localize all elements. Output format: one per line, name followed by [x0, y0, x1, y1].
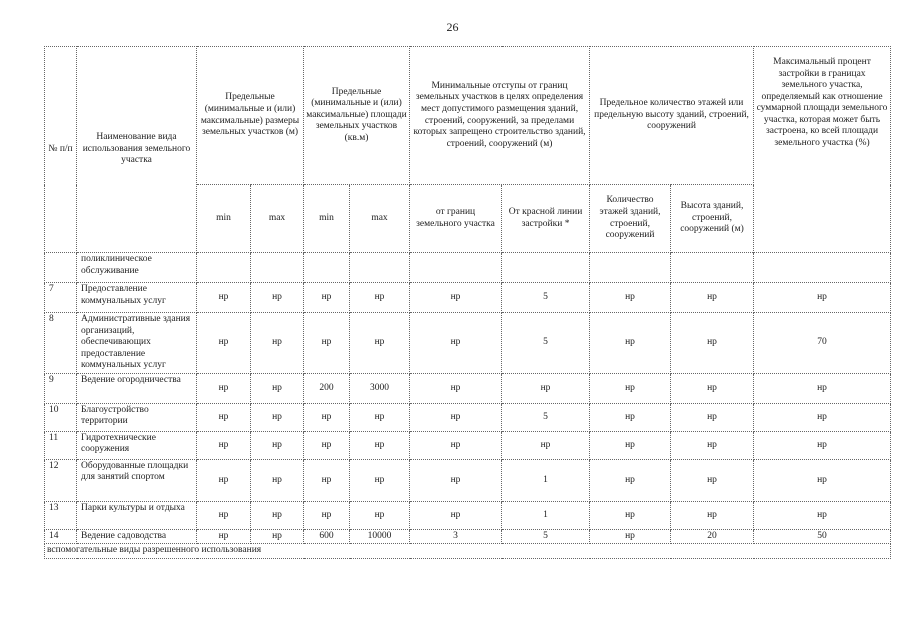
- row-use-name: поликлиническое обслуживание: [77, 253, 197, 283]
- row-value-cell: нр: [671, 431, 754, 459]
- row-value-cell: нр: [350, 431, 410, 459]
- table-row: [45, 529, 891, 544]
- row-value-cell: нр: [350, 501, 410, 529]
- row-number: 13: [45, 501, 77, 529]
- footer-label: вспомогательные виды разрешенного использования: [45, 544, 891, 559]
- header-height: Высота зданий, строений, сооружений (м): [671, 185, 754, 253]
- row-value-cell: нр: [410, 459, 502, 501]
- row-value-cell: нр: [754, 373, 891, 403]
- row-value-cell: нр: [350, 459, 410, 501]
- header-area: Предельные (минимальные и (или) максимальные) площади земельных участков (кв.м): [304, 47, 410, 185]
- row-number: 8: [45, 313, 77, 374]
- row-number: 9: [45, 373, 77, 403]
- row-value-cell: нр: [590, 403, 671, 431]
- row-value-cell: нр: [590, 501, 671, 529]
- row-value-cell: 70: [754, 313, 891, 374]
- row-value-cell: нр: [754, 403, 891, 431]
- row-number: 10: [45, 403, 77, 431]
- table-row: [45, 501, 891, 529]
- row-value-cell: нр: [304, 403, 350, 431]
- row-value-cell: [197, 253, 251, 283]
- row-value-cell: [671, 253, 754, 283]
- row-value-cell: нр: [671, 459, 754, 501]
- row-value-cell: 1: [502, 459, 590, 501]
- row-value-cell: нр: [197, 403, 251, 431]
- row-value-cell: нр: [304, 313, 350, 374]
- row-value-cell: 5: [502, 403, 590, 431]
- row-value-cell: нр: [590, 313, 671, 374]
- header-from-boundaries: от границ земельного участка: [410, 185, 502, 253]
- row-value-cell: нр: [754, 283, 891, 313]
- row-value-cell: нр: [502, 373, 590, 403]
- row-number: 14: [45, 529, 77, 544]
- row-value-cell: нр: [590, 431, 671, 459]
- row-value-cell: нр: [410, 313, 502, 374]
- row-value-cell: нр: [671, 283, 754, 313]
- row-value-cell: [410, 253, 502, 283]
- row-value-cell: нр: [197, 431, 251, 459]
- row-value-cell: нр: [671, 313, 754, 374]
- row-use-name: Гидротехнические сооружения: [77, 431, 197, 459]
- row-use-name: Ведение огородничества: [77, 373, 197, 403]
- row-value-cell: нр: [754, 459, 891, 501]
- table-row: [45, 459, 891, 501]
- row-value-cell: нр: [754, 501, 891, 529]
- header-area-max: max: [350, 185, 410, 253]
- table-row: [45, 431, 891, 459]
- header-floors-count: Количество этажей зданий, строений, сооружений: [590, 185, 671, 253]
- row-value-cell: [502, 253, 590, 283]
- header-row-1: [45, 47, 891, 185]
- row-value-cell: 5: [502, 529, 590, 544]
- row-value-cell: [350, 253, 410, 283]
- row-use-name: Ведение садоводства: [77, 529, 197, 544]
- row-value-cell: [304, 253, 350, 283]
- row-value-cell: нр: [197, 313, 251, 374]
- row-value-cell: нр: [251, 313, 304, 374]
- header-num: № п/п: [45, 47, 77, 253]
- row-value-cell: 200: [304, 373, 350, 403]
- row-value-cell: [251, 253, 304, 283]
- row-value-cell: нр: [304, 459, 350, 501]
- row-value-cell: нр: [590, 529, 671, 544]
- header-size-min: min: [197, 185, 251, 253]
- row-number: [45, 253, 77, 283]
- row-number: 11: [45, 431, 77, 459]
- row-value-cell: нр: [251, 529, 304, 544]
- row-value-cell: нр: [754, 431, 891, 459]
- row-value-cell: нр: [251, 501, 304, 529]
- row-value-cell: 5: [502, 313, 590, 374]
- row-use-name: Парки культуры и отдыха: [77, 501, 197, 529]
- row-value-cell: нр: [251, 403, 304, 431]
- row-value-cell: нр: [304, 283, 350, 313]
- row-value-cell: нр: [410, 283, 502, 313]
- row-value-cell: нр: [410, 403, 502, 431]
- table-body: [45, 253, 891, 544]
- row-value-cell: нр: [671, 501, 754, 529]
- row-value-cell: нр: [251, 431, 304, 459]
- row-value-cell: нр: [590, 373, 671, 403]
- table-row: [45, 283, 891, 313]
- row-value-cell: 3000: [350, 373, 410, 403]
- row-value-cell: [590, 253, 671, 283]
- row-value-cell: нр: [197, 529, 251, 544]
- row-value-cell: 3: [410, 529, 502, 544]
- row-value-cell: нр: [410, 373, 502, 403]
- header-from-red-line: От красной линии застройки *: [502, 185, 590, 253]
- row-value-cell: 1: [502, 501, 590, 529]
- row-value-cell: нр: [197, 501, 251, 529]
- row-value-cell: нр: [304, 501, 350, 529]
- table-row: [45, 313, 891, 374]
- row-value-cell: нр: [502, 431, 590, 459]
- row-use-name: Благоустройство территории: [77, 403, 197, 431]
- row-use-name: Административные здания организаций, обеспечивающих предоставление коммунальных услуг: [77, 313, 197, 374]
- header-floors-height: Предельное количество этажей или предельную высоту зданий, строений, сооружений: [590, 47, 754, 185]
- row-value-cell: нр: [350, 403, 410, 431]
- row-value-cell: 5: [502, 283, 590, 313]
- row-number: 12: [45, 459, 77, 501]
- header-name: Наименование вида использования земельного участка: [77, 47, 197, 253]
- table-row: [45, 373, 891, 403]
- row-value-cell: нр: [350, 313, 410, 374]
- header-setbacks: Минимальные отступы от границ земельных участков в целях определения мест допустимого размещения зданий, строений, сооружений, за пределами которых запрещено строительство зданий, строений, сооружений (м): [410, 47, 590, 185]
- row-value-cell: нр: [350, 283, 410, 313]
- land-use-regulations-table: [44, 46, 891, 559]
- row-value-cell: нр: [590, 459, 671, 501]
- row-use-name: Оборудованные площадки для занятий спортом: [77, 459, 197, 501]
- table-row: [45, 253, 891, 283]
- header-area-min: min: [304, 185, 350, 253]
- row-value-cell: нр: [197, 283, 251, 313]
- page-number: 26: [446, 20, 459, 34]
- row-value-cell: 10000: [350, 529, 410, 544]
- row-value-cell: нр: [304, 431, 350, 459]
- row-number: 7: [45, 283, 77, 313]
- row-value-cell: нр: [671, 403, 754, 431]
- footer-row: [45, 544, 891, 559]
- row-value-cell: нр: [197, 459, 251, 501]
- row-value-cell: 600: [304, 529, 350, 544]
- row-value-cell: нр: [251, 459, 304, 501]
- row-value-cell: [754, 253, 891, 283]
- row-value-cell: нр: [251, 283, 304, 313]
- header-size-max: max: [251, 185, 304, 253]
- row-value-cell: нр: [410, 501, 502, 529]
- row-value-cell: 20: [671, 529, 754, 544]
- row-use-name: Предоставление коммунальных услуг: [77, 283, 197, 313]
- row-value-cell: нр: [410, 431, 502, 459]
- header-max-percent: Максимальный процент застройки в границах земельного участка, определяемый как отношение суммарной площади земельного участка, которая может быть застроена, ко всей площади земельного участка (%): [754, 47, 891, 253]
- header-size: Предельные (минимальные и (или) максимальные) размеры земельных участков (м): [197, 47, 304, 185]
- row-value-cell: нр: [590, 283, 671, 313]
- table-row: [45, 403, 891, 431]
- row-value-cell: 50: [754, 529, 891, 544]
- row-value-cell: нр: [671, 373, 754, 403]
- row-value-cell: нр: [251, 373, 304, 403]
- row-value-cell: нр: [197, 373, 251, 403]
